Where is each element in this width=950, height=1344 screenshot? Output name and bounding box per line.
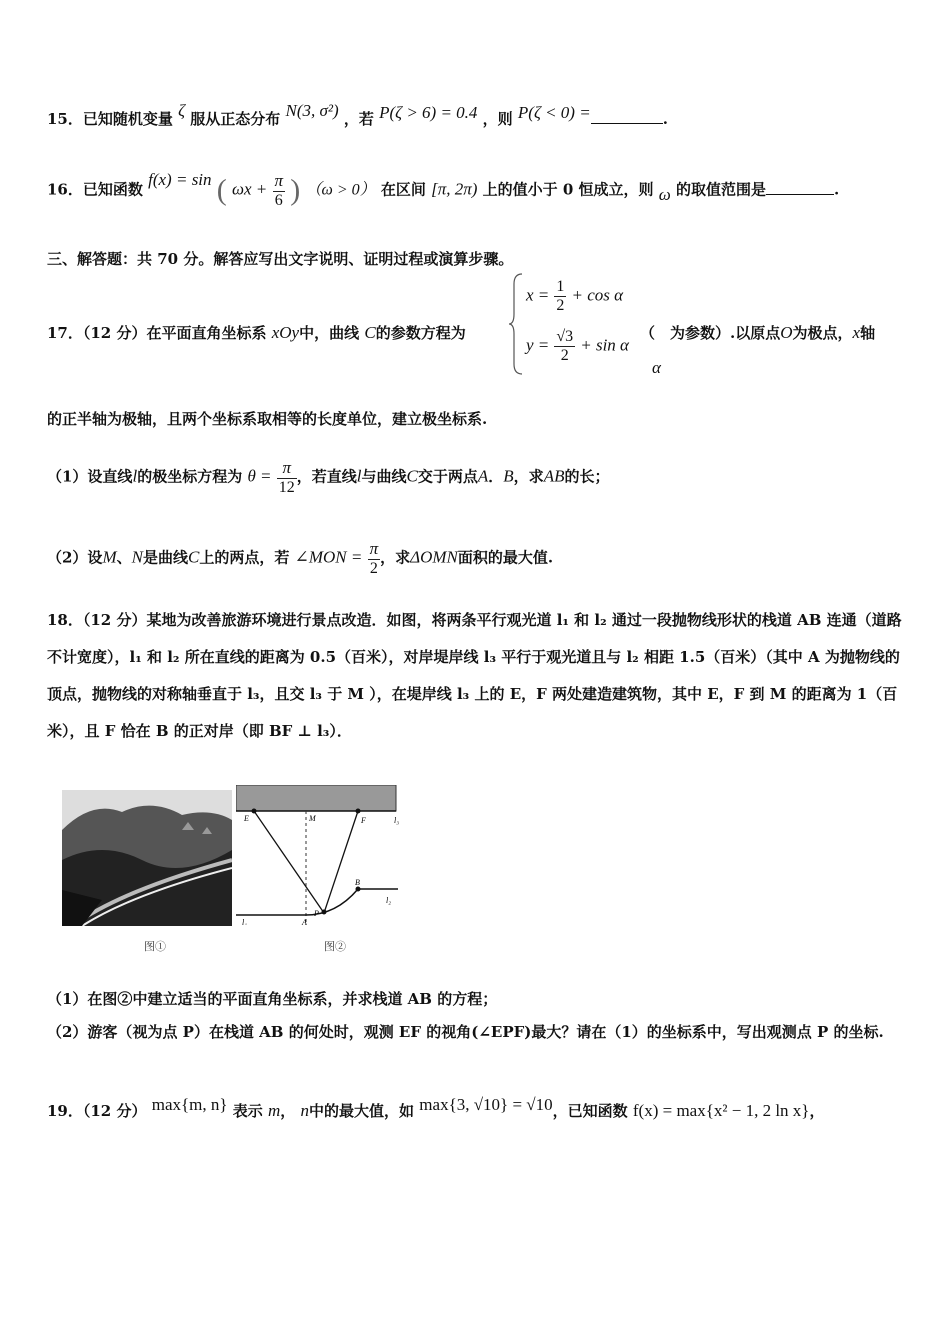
fig2-label-l1: l₁: [242, 918, 248, 925]
q17-pi-over-12: $\frac{\pi}{12}$: [278, 458, 295, 496]
q17-triangle: ΔOMN: [410, 547, 458, 567]
q16-condition: （ω > 0）: [305, 181, 376, 199]
q16-fx: f(x) = sin: [148, 169, 212, 189]
q18-part-2: （2）游客（视为点 P）在栈道 AB 的何处时，观测 EF 的视角(∠EPF)最大？请在（1）的坐标系中，写出观测点 P 的坐标.: [47, 1023, 884, 1041]
q16-text-3: 上的值小于 0 恒成立，则: [482, 180, 654, 199]
figure-1-caption: 图①: [144, 940, 166, 953]
q15-text-2: 服从正态分布: [190, 110, 281, 128]
q17-number: 17．（12 分）: [47, 324, 147, 342]
q17-part-1: （1）设直线l的极坐标方程为 θ = $\frac{\pi}{12}$ ，若直线l与曲线C交于两点A．B，求AB的长；: [47, 458, 610, 496]
q17-angle-mon: ∠MON =: [294, 547, 363, 567]
question-17-stem: [47, 322, 466, 343]
q17-pi-over-2: $\frac{\pi}{2}$: [369, 539, 379, 577]
q17-coord-system: xOy: [271, 323, 300, 342]
q16-interval: [π, 2π): [431, 179, 478, 199]
q17-param-note: [640, 322, 875, 343]
q19-example: max{3, √10} = √10: [419, 1095, 553, 1114]
q16-text-1: 已知函数: [82, 180, 143, 199]
question-18-stem: 18．（12 分）某地为改善旅游环境进行景点改造．如图，将两条平行观光道 l₁ 和 l₂ 通过一段抛物线形状的栈道 AB 连通（道路不计宽度），l₁ 和 l₂ 所在直线的距离为 0.5（百米），对岸堤岸线 l₃ 平行于观光道且与 l₂ 相距 1.5（百米）（其中 A 为抛物线的顶点，抛物线的对称轴垂直于 l₃，且交 l₃ 于 M ），在堤岸线 l₃ 上的 E，F 两处建造建筑物，其中 E，F 到 M 的距离为 1（百米），且 F 恰在 B 的正对岸（即 BF ⊥ l₃）．: [47, 611, 902, 740]
q15-zeta: ζ: [178, 101, 186, 120]
figure-2-diagram: [236, 785, 406, 953]
q17-line-2: 的正半轴为极轴，且两个坐标系取相等的长度单位，建立极坐标系.: [47, 410, 488, 428]
figure-1-photo: [62, 790, 232, 953]
q17-half: $\frac{1}{2}$: [556, 278, 565, 314]
section-3-heading: 三、解答题：共 70 分。解答应写出文字说明、证明过程或演算步骤。: [47, 250, 514, 268]
q17-sqrt3-over-2: $\frac{√3}{2}$: [556, 328, 574, 364]
fig2-label-a: A: [302, 918, 307, 925]
q15-distribution: N(3, σ²): [285, 101, 339, 120]
q16-text-2: 在区间: [380, 180, 426, 199]
q17-text-5: 为极点，: [792, 324, 853, 342]
fig2-label-e: E: [244, 814, 249, 823]
q17-x-axis: x: [852, 323, 861, 342]
fig2-label-b: B: [355, 878, 360, 887]
figure-2-caption: 图②: [324, 940, 346, 953]
q17-curve-c: C: [364, 323, 376, 342]
q15-condition: P(ζ > 6) = 0.4: [379, 103, 478, 122]
q17-text-4: .以原点: [730, 324, 781, 342]
question-15: [47, 101, 668, 129]
q15-text-1: 已知随机变量: [82, 110, 173, 128]
q15-text-4: ，则: [482, 110, 513, 128]
q16-end: .: [834, 180, 840, 199]
q16-pi-over-6: $\frac{\pi}{6}$: [274, 171, 284, 209]
q17-parametric-system: [508, 272, 638, 376]
q15-ask: P(ζ < 0) =: [517, 103, 591, 122]
landscape-photo-icon: [62, 790, 232, 926]
q17-param-paren: （ 为参数）: [640, 324, 731, 342]
q17-cos-term: + cos α: [571, 285, 624, 305]
fig2-label-l3: l₃: [394, 816, 400, 825]
q16-text-4: 的取值范围是: [676, 180, 767, 199]
q17-sin-term: + sin α: [580, 335, 629, 355]
q17-alpha: α: [652, 358, 661, 377]
question-19: 19．（12 分） max{m, n} 表示 m， n中的最大值，如 max{3, √10} = √10，已知函数 f(x) = max{x² − 1, 2 ln x}，: [47, 1095, 825, 1120]
q15-text-3: ，若: [343, 110, 374, 128]
q19-max-def: max{m, n}: [151, 1095, 228, 1114]
q17-text-2: 中，曲线: [299, 324, 360, 342]
parabola-diagram: [236, 785, 406, 925]
q19-number: 19．（12 分）: [47, 1102, 147, 1120]
fig2-label-m: M: [309, 814, 316, 823]
q17-x-eq: x =: [526, 285, 550, 305]
fig2-label-f: F: [361, 816, 366, 825]
q17-text-6: 轴: [860, 324, 876, 342]
question-16: 16．已知函数 f(x) = sin ( ωx + $\frac{\pi}{6}$ ) （ω > 0） 在区间 [π, 2π) 上的值小于 0 恒成立，则 ω 的取值范围是 .: [47, 169, 840, 209]
q17-text-1: 在平面直角坐标系: [146, 324, 267, 342]
left-brace-icon: [508, 272, 528, 376]
q18-part-1: （1）在图②中建立适当的平面直角坐标系，并求栈道 AB 的方程；: [47, 990, 498, 1008]
fig2-label-p: P: [314, 909, 319, 918]
q19-function: f(x) = max{x² − 1, 2 ln x}: [632, 1101, 810, 1120]
q16-omega: ω: [658, 184, 671, 204]
q15-end: .: [662, 110, 668, 128]
q17-origin: O: [780, 323, 793, 342]
q16-number: 16．: [47, 180, 83, 199]
q16-answer-blank: [766, 194, 834, 195]
q16-arg: ωx +: [232, 179, 268, 199]
q17-text-3: 的参数方程为: [375, 324, 466, 342]
fig2-label-l2: l₂: [386, 896, 392, 905]
q17-part-2: （2）设M、N是曲线C上的两点，若 ∠MON = $\frac{\pi}{2}$ ，求ΔOMN面积的最大值.: [47, 539, 554, 577]
q15-number: 15．: [47, 110, 83, 128]
q17-theta: θ =: [247, 466, 272, 486]
q17-y-eq: y =: [526, 335, 550, 355]
q15-answer-blank: [591, 123, 663, 124]
